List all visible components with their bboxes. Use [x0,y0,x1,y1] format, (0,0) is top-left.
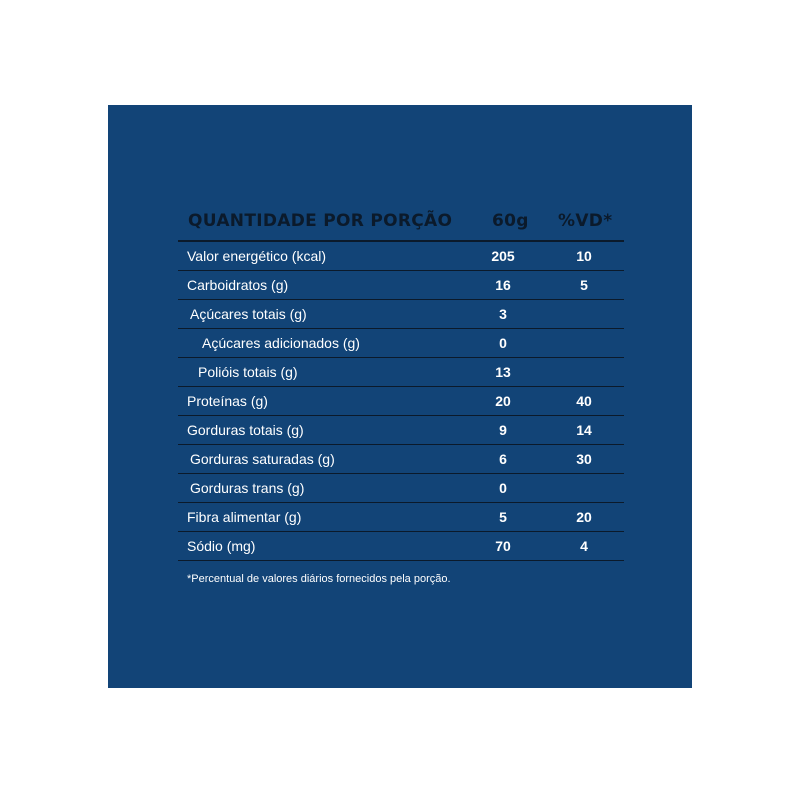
row-portion: 5 [499,509,507,525]
row-label: Açúcares adicionados (g) [202,335,360,351]
row-daily-value: 14 [576,422,592,438]
table-row [178,300,624,329]
row-daily-value: 5 [580,277,588,293]
row-daily-value: 10 [576,248,592,264]
nutrition-panel [108,105,692,688]
row-portion: 20 [495,393,511,409]
row-daily-value: 30 [576,451,592,467]
row-label: Proteínas (g) [187,393,268,409]
row-portion: 205 [491,248,515,264]
row-portion: 3 [499,306,507,322]
header-daily-value: %VD* [558,211,613,231]
table-row [178,474,624,503]
row-portion: 70 [495,538,511,554]
row-portion: 9 [499,422,507,438]
row-portion: 6 [499,451,507,467]
row-portion: 13 [495,364,511,380]
header-quantity-label: QUANTIDADE POR PORÇÃO [188,211,453,231]
row-label: Gorduras totais (g) [187,422,304,438]
header-portion: 60g [492,211,529,231]
row-daily-value: 20 [576,509,592,525]
table-row [178,358,624,387]
row-label: Gorduras trans (g) [190,480,305,496]
row-label: Valor energético (kcal) [187,248,327,264]
table-header [178,206,624,242]
table-row [178,503,624,532]
row-label: Açúcares totais (g) [190,306,307,322]
row-portion: 0 [499,335,507,351]
row-portion: 0 [499,480,507,496]
row-label: Sódio (mg) [187,538,256,554]
table-row [178,416,624,445]
table-row [178,271,624,300]
row-label: Polióis totais (g) [198,364,298,380]
table-row [178,329,624,358]
table-row [178,242,624,271]
row-label: Carboidratos (g) [187,277,289,293]
row-daily-value: 4 [580,538,588,554]
daily-value-footnote: *Percentual de valores diários fornecidos pela porção. [187,573,451,585]
table-rows [178,242,624,561]
table-row [178,387,624,416]
row-portion: 16 [495,277,511,293]
row-daily-value: 40 [576,393,592,409]
table-row [178,532,624,561]
table-row [178,445,624,474]
row-label: Gorduras saturadas (g) [190,451,335,467]
row-label: Fibra alimentar (g) [187,509,302,525]
